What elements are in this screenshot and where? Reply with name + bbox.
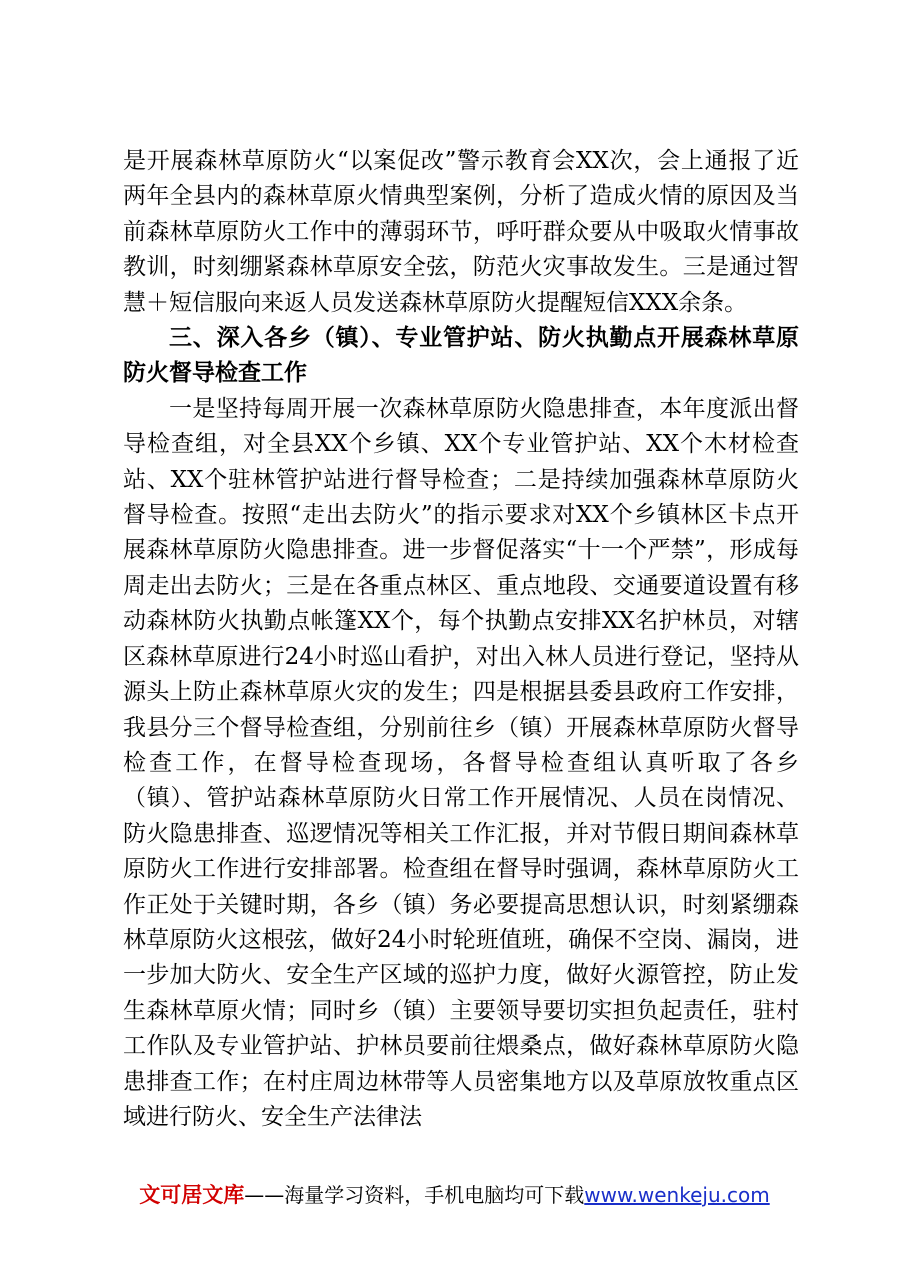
footer-link[interactable]: www.wenkeju.com: [584, 1183, 770, 1207]
body-paragraph-continued: 是开展森林草原防火“以案促改”警示教育会XX次，会上通报了近两年全县内的森林草原火情典型案例，分析了造成火情的原因及当前森林草原防火工作中的薄弱环节，呼吁群众要从中吸取火情事故教训，时刻绷紧森林草原安全弦，防范火灾事故发生。三是通过智慧＋短信服向来返人员发送森林草原防火提醒短信XXX余条。: [123, 148, 799, 316]
footer-brand: 文可居文库: [139, 1183, 245, 1207]
body-paragraph: 一是坚持每周开展一次森林草原防火隐患排查，本年度派出督导检查组，对全县XX个乡镇、XX个专业管护站、XX个木材检查站、XX个驻林管护站进行督导检查；二是持续加强森林草原防火督导检查。按照“走出去防火”的指示要求对XX个乡镇林区卡点开展森林草原防火隐患排查。进一步督促落实“十一个严禁”，形成每周走出去防火；三是在各重点林区、重点地段、交通要道设置有移动森林防火执勤点帐篷XX个，每个执勤点安排XX名护林员，对辖区森林草原进行24小时巡山看护，对出入林人员进行登记，坚持从源头上防止森林草原火灾的发生；四是根据县委县政府工作安排，我县分三个督导检查组，分别前往乡（镇）开展森林草原防火督导检查工作，在督导检查现场，各督导检查组认真听取了各乡（镇）、管护站森林草原防火日常工作开展情况、人员在岗情况、防火隐患排查、巡逻情况等相关工作汇报，并对节假日期间森林草原防火工作进行安排部署。检查组在督导时强调，森林草原防火工作正处于关键时期，各乡（镇）务必要提高思想认识，时刻紧绷森林草原防火这根弦，做好24小时轮班值班，确保不空岗、漏岗，进一步加大防火、安全生产区域的巡护力度，做好火源管控，防止发生森林草原火情；同时乡（镇）主要领导要切实担负起责任，驻村工作队及专业管护站、护林员要前往煨桑点，做好森林草原防火隐患排查工作；在村庄周边林带等人员密集地方以及草原放牧重点区域进行防火、安全生产法律法: [123, 395, 799, 1130]
footer-banner: [0, 1180, 909, 1210]
document-body: [123, 144, 799, 1135]
section-heading: 三、深入各乡（镇）、专业管护站、防火执勤点开展森林草原防火督导检查工作: [123, 325, 799, 387]
footer-tagline: ——海量学习资料，手机电脑均可下载: [244, 1183, 585, 1207]
